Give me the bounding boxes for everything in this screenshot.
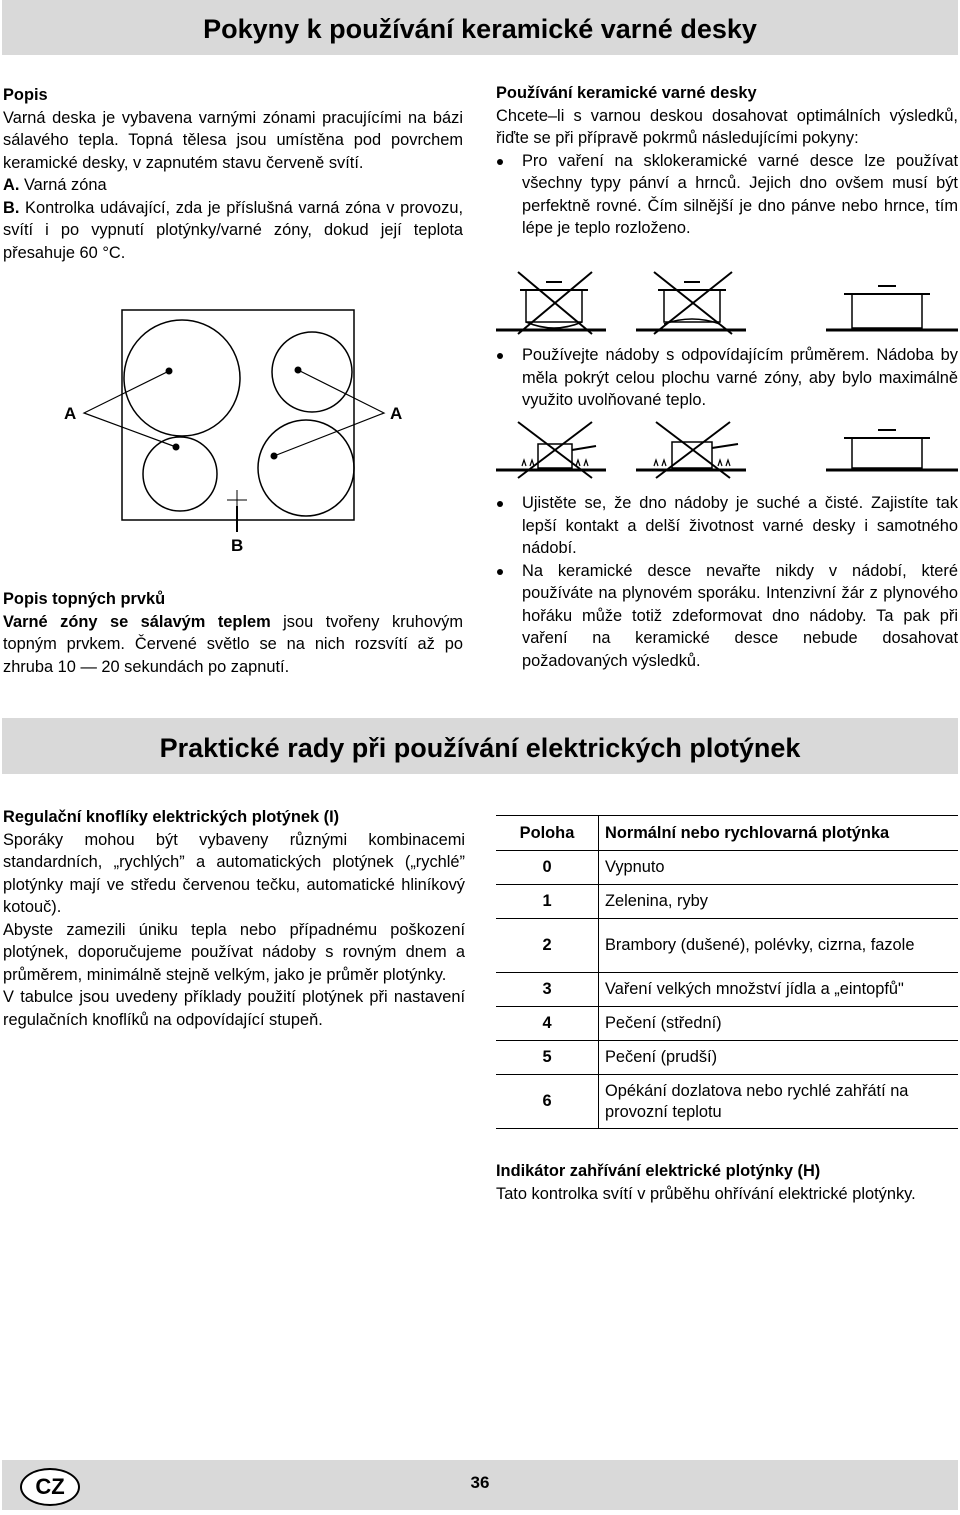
cell-position: 2	[496, 919, 599, 973]
knobs-section	[3, 806, 465, 1031]
item-a-key: A.	[3, 176, 20, 194]
hob-outline	[122, 310, 354, 520]
popis-heading: Popis	[3, 86, 48, 104]
cell-description: Opékání dozlatova nebo rychlé zahřátí na provozní teplotu	[599, 1075, 959, 1129]
item-b-text: Kontrolka udávající, zda je příslušná varná zóna v provozu, svítí i po vypnutí plotýnky/varné zóny, dokud její teplota přesahuje 60 °C.	[3, 198, 463, 262]
usage-bullet-2-wrap	[496, 344, 958, 412]
table-row	[496, 885, 958, 919]
usage-bullets-3-4	[496, 492, 958, 672]
pot-illustrations-2	[496, 420, 958, 480]
label-a-right: A	[390, 404, 403, 423]
usage-intro: Chcete–li s varnou deskou dosahovat optimálních výsledků, řiďte se při přípravě pokrmů následujícími pokyny:	[496, 106, 958, 147]
usage-section	[496, 82, 958, 240]
usage-bullet-4: Na keramické desce nevařte nikdy v nádobí, které používáte na plynovém sporáku. Intenzivní žár z plynového hořáku může totiž zdeformovat dno nádoby. Ta pak při vaření na keramické desce nebude dosahovat požadovaných výsledků.	[496, 560, 958, 673]
zone-bottom-left	[143, 437, 217, 511]
popis-item-a	[3, 174, 463, 197]
leader-line-a-right	[274, 370, 384, 456]
table-row	[496, 919, 958, 973]
zone-top-left	[124, 320, 240, 436]
usage-bullet-1: Pro vaření na sklokeramické varné desce lze používat všechny typy pánví a hrnců. Jejich dno ovšem musí být perfektně rovné. Čím silnější je dno pánve nebo hrnce, tím lépe je teplo rozloženo.	[496, 150, 958, 240]
cell-position: 1	[496, 885, 599, 919]
col-header-position: Poloha	[496, 816, 599, 851]
knobs-p1: Sporáky mohou být vybaveny různými kombinacemi standardních, „rychlých” a automatických plotýnek („rychlé” plotýnky mají ve středu červenou tečku, automatické hliníkový kotouč).	[3, 830, 465, 916]
knobs-p2: Abyste zamezili úniku tepla nebo případnému poškození plotýnek, doporučujeme používat nádoby s rovným dnem a průměrem, minimálně stejně velkým, jako je průměr plotýnky.	[3, 920, 465, 984]
item-b-key: B.	[3, 198, 20, 217]
zone-bottom-right	[258, 420, 354, 516]
pot-illustrations-1	[496, 268, 958, 338]
prvky-text	[3, 611, 463, 679]
cell-description: Pečení (prudší)	[599, 1041, 959, 1075]
table-row	[496, 1041, 958, 1075]
pot-good-flat	[826, 286, 958, 330]
cell-position: 0	[496, 851, 599, 885]
prvky-rest: jsou tvořeny kruhovým topným prvkem. Červené světlo se na nich rozsvítí až po zhruba 10 — 20 sekundách po zapnutí.	[3, 612, 463, 676]
prvky-section	[3, 588, 463, 678]
popis-text: Varná deska je vybavena varnými zónami pracujícími na bázi sálavého tepla. Topná tělesa jsou umístěna pod povrchem keramické desky, v zapnutém stavu červeně svítí.	[3, 108, 463, 172]
cell-position: 5	[496, 1041, 599, 1075]
table-row	[496, 973, 958, 1007]
page-footer	[2, 1460, 958, 1510]
zone-top-right	[272, 332, 352, 412]
col-header-description: Normální nebo rychlovarná plotýnka	[599, 816, 959, 851]
table-row	[496, 1007, 958, 1041]
indicator-section	[496, 1160, 958, 1205]
usage-bullet-3: Ujistěte se, že dno nádoby je suché a čisté. Zajistíte tak lepší kontakt a delší životnost varné desky i samotného nádobí.	[496, 492, 958, 560]
cell-description: Zelenina, ryby	[599, 885, 959, 919]
label-a-left: A	[64, 404, 77, 423]
label-b: B	[231, 536, 244, 555]
cell-description: Brambory (dušené), polévky, cizrna, fazole	[599, 919, 959, 973]
prvky-bold: Varné zóny se sálavým teplem	[3, 612, 271, 631]
cell-position: 6	[496, 1075, 599, 1129]
pot-too-small	[496, 422, 606, 478]
usage-bullet-2: Používejte nádoby s odpovídajícím průměrem. Nádoba by měla pokrýt celou plochu varné zóny, aby bylo maximálně využito uvolňované teplo.	[496, 344, 958, 412]
popis-section	[3, 84, 463, 264]
leader-line-a-left	[84, 371, 176, 447]
popis-item-b	[3, 197, 463, 265]
usage-heading: Používání keramické varné desky	[496, 84, 757, 102]
indicator-text: Tato kontrolka svítí v průběhu ohřívání elektrické plotýnky.	[496, 1184, 916, 1203]
table-row	[496, 1075, 958, 1129]
table-row	[496, 851, 958, 885]
cell-position: 4	[496, 1007, 599, 1041]
page-title: Pokyny k používání keramické varné desky	[2, 0, 958, 55]
knobs-heading: Regulační knoflíky elektrických plotýnek (I)	[3, 808, 340, 826]
knobs-p3: V tabulce jsou uvedeny příklady použití plotýnek při nastavení regulačních knoflíků na odpovídající stupeň.	[3, 988, 465, 1029]
indicator-heading: Indikátor zahřívání elektrické plotýnky (H)	[496, 1162, 821, 1180]
pot-bad-bulged	[496, 272, 606, 334]
page-number: 36	[470, 1473, 490, 1492]
section-title: Praktické rady při používání elektrických plotýnek	[2, 718, 958, 774]
pot-too-small-2	[636, 422, 746, 478]
language-badge: CZ	[20, 1468, 80, 1506]
settings-table	[496, 815, 958, 1129]
item-a-text: Varná zóna	[19, 176, 107, 194]
table-header-row	[496, 816, 958, 851]
cell-description: Vypnuto	[599, 851, 959, 885]
cell-description: Vaření velkých množství jídla a „eintopfů"	[599, 973, 959, 1007]
cell-description: Pečení (střední)	[599, 1007, 959, 1041]
pot-correct-size	[826, 430, 958, 470]
cell-position: 3	[496, 973, 599, 1007]
prvky-heading: Popis topných prvků	[3, 590, 166, 608]
pot-bad-concave	[636, 272, 746, 334]
